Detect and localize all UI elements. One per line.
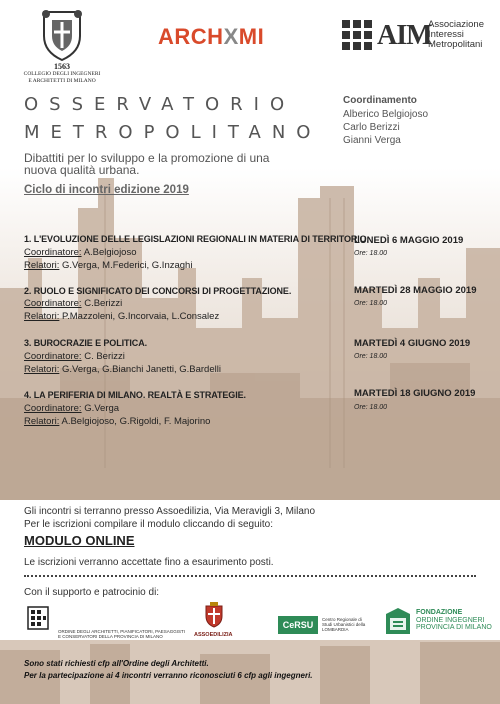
cersu-name: Centro Regionale di Studi Urbanistici della LOMBARDIA	[322, 617, 366, 632]
ciclo-heading: Ciclo di incontri edizione 2019	[24, 184, 189, 196]
event-time: Ore: 18.00	[354, 300, 388, 307]
coordinatore-name: Carlo Berizzi	[343, 122, 400, 133]
subtitle: Dibattiti per lo sviluppo e la promozione di una nuova qualità urbana.	[24, 151, 270, 177]
event-coordinatore: Coordinatore: C.Berizzi	[24, 298, 123, 309]
event-relatori: Relatori: G.Verga, M.Federici, G.Inzaghi	[24, 260, 193, 271]
title-line2: METROPOLITANO	[24, 122, 322, 143]
aim-full-name: Associazione Interessi Metropolitani	[428, 19, 484, 50]
event-relatori: Relatori: P.Mazzoleni, G.Incorvaia, L.Consalez	[24, 311, 220, 322]
cersu-logo: CeRSU	[278, 616, 318, 634]
event-time: Ore: 18.00	[354, 250, 388, 257]
cfp-ingegneri-note: Per la partecipazione ai 4 incontri verranno riconosciuti 6 cfp agli ingegneri.	[24, 671, 313, 680]
coordinamento-heading: Coordinamento	[343, 95, 417, 106]
aim-logo-icon	[342, 20, 372, 50]
archxmi-logo: ARCHXMI	[158, 24, 265, 49]
event-title: 4. LA PERIFERIA DI MILANO. REALTÀ E STRATEGIE.	[24, 390, 246, 400]
event-coordinatore: Coordinatore: G.Verga	[24, 403, 120, 414]
coordinatore-name: Alberico Belgiojoso	[343, 109, 429, 120]
capacity-info: Le iscrizioni verranno accettate fino a esaurimento posti.	[24, 557, 274, 568]
registration-info: Per le iscrizioni compilare il modulo cliccando di seguito:	[24, 519, 273, 530]
event-relatori: Relatori: G.Verga, G.Bianchi Janetti, G.Bardelli	[24, 364, 221, 375]
event-time: Ore: 18.00	[354, 353, 388, 360]
support-heading: Con il supporto e patrocinio di:	[24, 587, 160, 598]
assoedilizia-crest-icon	[204, 602, 224, 628]
event-title: 3. BUROCRAZIE E POLITICA.	[24, 338, 148, 348]
event-date: MARTEDÌ 18 GIUGNO 2019	[354, 388, 476, 399]
event-title: 1. L'EVOLUZIONE DELLE LEGISLAZIONI REGIONALI IN MATERIA DI TERRITORIO.	[24, 234, 369, 244]
event-date: MARTEDÌ 28 MAGGIO 2019	[354, 285, 477, 296]
dotted-divider	[24, 575, 476, 577]
ordine-architetti-name: ORDINE DEGLI ARCHITETTI, PIANIFICATORI, PAESAGGISTI E CONSERVATORI DELLA PROVINCIA DI MILANO	[58, 629, 186, 639]
cfp-architetti-note: Sono stati richiesti cfp all'Ordine degli Architetti.	[24, 659, 209, 668]
aim-short-name: AIM	[377, 20, 432, 51]
title-line1: OSSERVATORIO	[24, 94, 296, 115]
event-coordinatore: Coordinatore: A.Belgiojoso	[24, 247, 137, 258]
coordinatore-name: Gianni Verga	[343, 135, 401, 146]
assoedilizia-name: ASSOEDILIZIA	[194, 632, 233, 638]
collegio-name: COLLEGIO DEGLI INGEGNERI E ARCHITETTI DI MILANO	[23, 71, 101, 84]
ordine-architetti-logo-icon	[27, 606, 49, 630]
event-date: MARTEDÌ 4 GIUGNO 2019	[354, 338, 471, 349]
venue-info: Gli incontri si terranno presso Assoedilizia, Via Meravigli 3, Milano	[24, 506, 316, 517]
event-date: LUNEDÌ 6 MAGGIO 2019	[354, 235, 464, 246]
event-title: 2. RUOLO E SIGNIFICATO DEI CONCORSI DI PROGETTAZIONE.	[24, 286, 292, 296]
event-relatori: Relatori: A.Belgiojoso, G.Rigoldi, F. Majorino	[24, 416, 211, 427]
collegio-crest-icon	[38, 6, 86, 62]
fondazione-ingegneri-logo-icon	[384, 606, 412, 636]
modulo-online-link[interactable]: MODULO ONLINE	[24, 533, 135, 548]
collegio-year: 1563	[54, 62, 70, 71]
event-coordinatore: Coordinatore: C. Berizzi	[24, 351, 125, 362]
city-skyline-background	[0, 168, 500, 500]
event-time: Ore: 18.00	[354, 404, 388, 411]
fondazione-ingegneri-name: FONDAZIONE ORDINE INGEGNERI PROVINCIA DI MILANO	[416, 609, 492, 631]
